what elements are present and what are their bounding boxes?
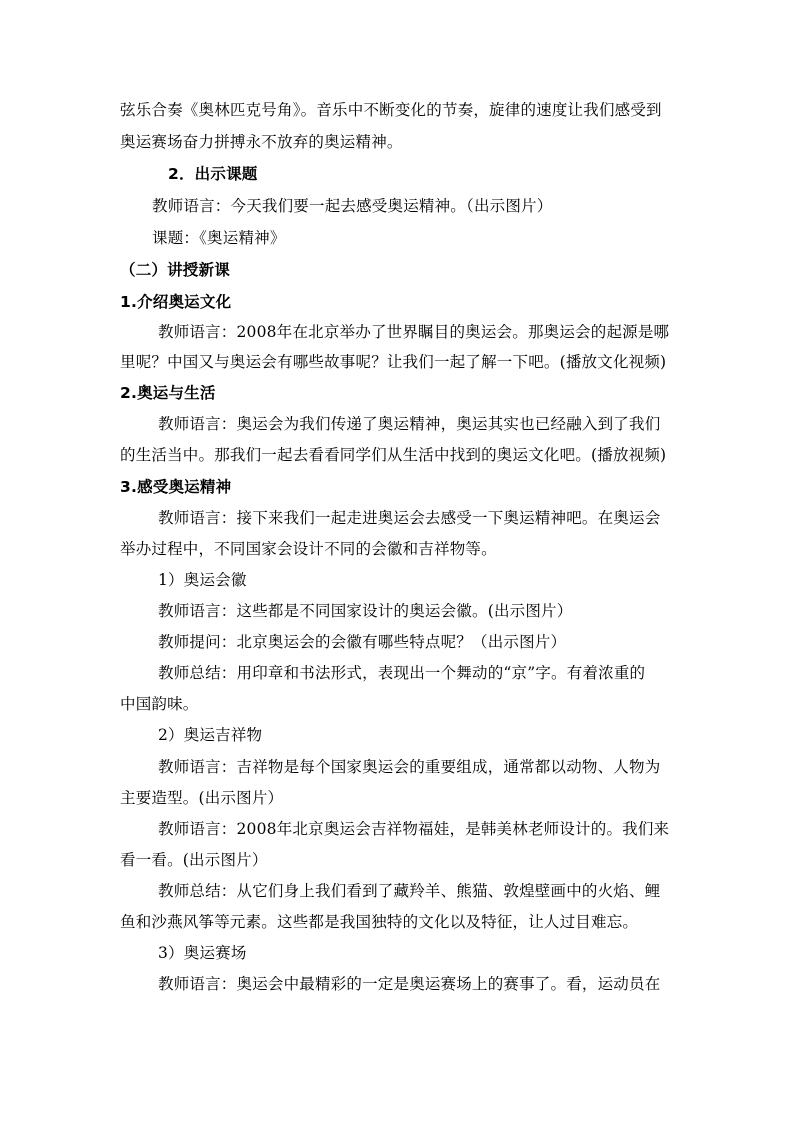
paragraph-line: 弦乐合奏《奥林匹克号角》。音乐中不断变化的节奏，旋律的速度让我们感受到 bbox=[120, 101, 662, 119]
paragraph-line: 举办过程中，不同国家会设计不同的会徽和吉祥物等。 bbox=[120, 540, 497, 558]
paragraph-line: 中国韵味。 bbox=[120, 695, 199, 713]
paragraph-line: 鱼和沙燕风筝等元素。这些都是我国独特的文化以及特征，让人过目难忘。 bbox=[120, 913, 639, 931]
paragraph-line: 教师语言：奥运会中最精彩的一定是奥运赛场上的赛事了。看，运动员在 bbox=[158, 975, 661, 993]
paragraph-line: 的生活当中。那我们一起去看看同学们从生活中找到的奥运文化吧。(播放视频) bbox=[120, 446, 667, 464]
paragraph-line: 教师语言：吉祥物是每个国家奥运会的重要组成，通常都以动物、人物为 bbox=[158, 758, 661, 776]
paragraph-line: 教师语言：接下来我们一起走进奥运会去感受一下奥运精神吧。在奥运会 bbox=[158, 509, 661, 527]
paragraph-line: 教师语言：2008年北京奥运会吉祥物福娃，是韩美林老师设计的。我们来 bbox=[158, 820, 670, 838]
paragraph-line: 看一看。(出示图片） bbox=[120, 851, 268, 869]
section-heading: 3.感受奥运精神 bbox=[120, 478, 232, 496]
paragraph-line: 主要造型。(出示图片） bbox=[120, 789, 284, 807]
section-heading: 2.奥运与生活 bbox=[120, 384, 216, 402]
paragraph-line: 奥运赛场奋力拼搏永不放弃的奥运精神。 bbox=[120, 133, 403, 151]
section-heading: 1.介绍奥运文化 bbox=[120, 293, 232, 311]
paragraph-line: 教师总结：从它们身上我们看到了藏羚羊、熊猫、敦煌壁画中的火焰、鲤 bbox=[158, 882, 661, 900]
paragraph-line: 教师语言：今天我们要一起去感受奥运精神。（出示图片） bbox=[152, 197, 553, 215]
subsection-label: 2）奥运吉祥物 bbox=[158, 726, 263, 744]
paragraph-line: 里呢？中国又与奥运会有哪些故事呢？让我们一起了解一下吧。(播放文化视频) bbox=[120, 353, 667, 371]
paragraph-line: 教师总结：用印章和书法形式，表现出一个舞动的“京”字。有着浓重的 bbox=[158, 664, 646, 682]
subsection-label: 3）奥运赛场 bbox=[158, 944, 247, 962]
section-heading: 2．出示课题 bbox=[168, 165, 258, 183]
section-heading: （二）讲授新课 bbox=[120, 261, 230, 279]
subsection-label: 1）奥运会徽 bbox=[158, 571, 247, 589]
paragraph-line: 课题：《奥运精神》 bbox=[152, 229, 286, 247]
paragraph-line: 教师语言：奥运会为我们传递了奥运精神，奥运其实也已经融入到了我们 bbox=[158, 415, 661, 433]
paragraph-line: 教师提问：北京奥运会的会徽有哪些特点呢？（出示图片） bbox=[158, 633, 567, 651]
paragraph-line: 教师语言：2008年在北京举办了世界瞩目的奥运会。那奥运会的起源是哪 bbox=[158, 323, 670, 341]
paragraph-line: 教师语言：这些都是不同国家设计的奥运会徽。(出示图片） bbox=[158, 602, 573, 620]
